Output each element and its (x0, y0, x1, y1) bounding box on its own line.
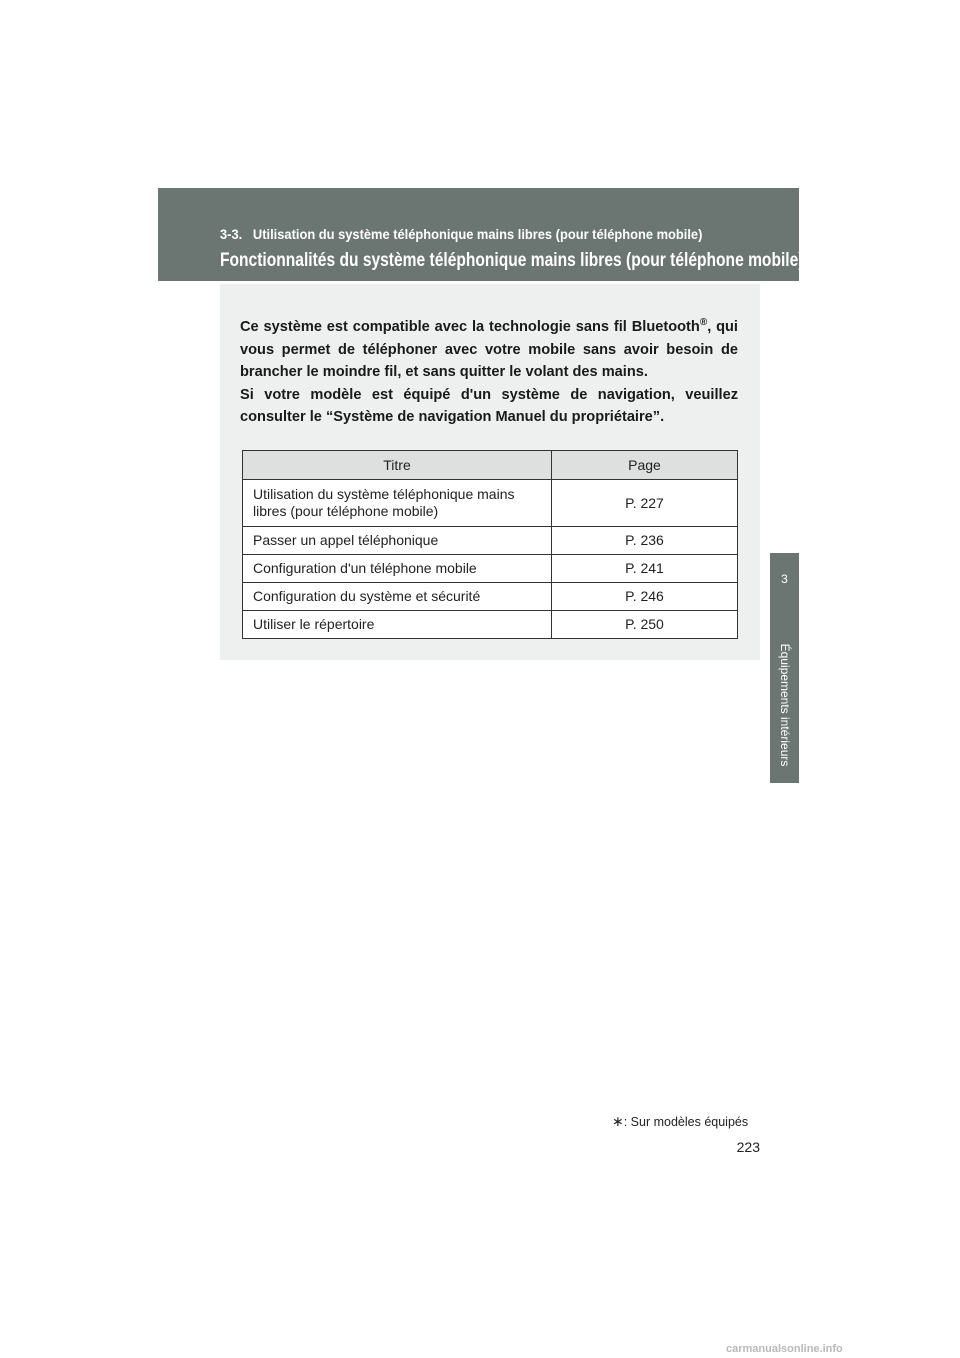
watermark[interactable]: carmanualsonline.info (726, 1343, 843, 1355)
intro-text (240, 316, 738, 429)
footnote (612, 1113, 748, 1130)
chapter-side-tab[interactable] (770, 553, 799, 783)
row-title: Utilisation du système téléphonique mains libres (pour téléphone mobile) (243, 480, 552, 527)
table-row[interactable] (243, 555, 738, 583)
row-title: Utiliser le répertoire (243, 611, 552, 639)
registered-mark: ® (699, 317, 708, 329)
intro-line2: Si votre modèle est équipé d'un système de navigation, veuillez consulter le “Système de navigation Manuel du propriétaire”. (240, 386, 738, 425)
column-header-page: Page (552, 451, 738, 480)
row-title: Configuration du système et sécurité (243, 583, 552, 611)
row-title: Passer un appel téléphonique (243, 527, 552, 555)
table-row[interactable] (243, 611, 738, 639)
row-page-link[interactable]: P. 236 (552, 527, 738, 555)
contents-table (242, 450, 738, 639)
table-row[interactable] (243, 583, 738, 611)
page-title-text: Fonctionnalités du système téléphonique mains libres (pour téléphone mobile) (220, 250, 804, 271)
table-row[interactable] (243, 527, 738, 555)
info-panel (220, 284, 760, 660)
asterisk-icon: ∗ (612, 1113, 624, 1129)
column-header-title: Titre (243, 451, 552, 480)
footnote-text: : Sur modèles équipés (623, 1115, 749, 1129)
page-number: 223 (736, 1139, 760, 1155)
row-page-link[interactable]: P. 246 (552, 583, 738, 611)
intro-line1-before: Ce système est compatible avec la technologie sans fil Bluetooth (240, 319, 700, 335)
chapter-header (158, 188, 811, 281)
table-header-row (243, 451, 738, 480)
title-marker: ∗ (803, 250, 811, 262)
row-page-link[interactable]: P. 250 (552, 611, 738, 639)
row-page-link[interactable]: P. 241 (552, 555, 738, 583)
page-title (220, 250, 810, 272)
row-page-link[interactable]: P. 227 (552, 480, 738, 527)
chapter-number: 3 (781, 572, 788, 586)
intro-line1-after: , qui vous permet de téléphoner avec votre mobile sans avoir besoin de brancher le moindre fil, et sans quitter le volant des mains. (240, 319, 738, 380)
section-label: 3-3. Utilisation du système téléphonique mains libres (pour téléphone mobile) (220, 226, 703, 242)
chapter-label: Équipements intérieurs (777, 643, 792, 767)
table-row[interactable] (243, 480, 738, 527)
row-title: Configuration d'un téléphone mobile (243, 555, 552, 583)
